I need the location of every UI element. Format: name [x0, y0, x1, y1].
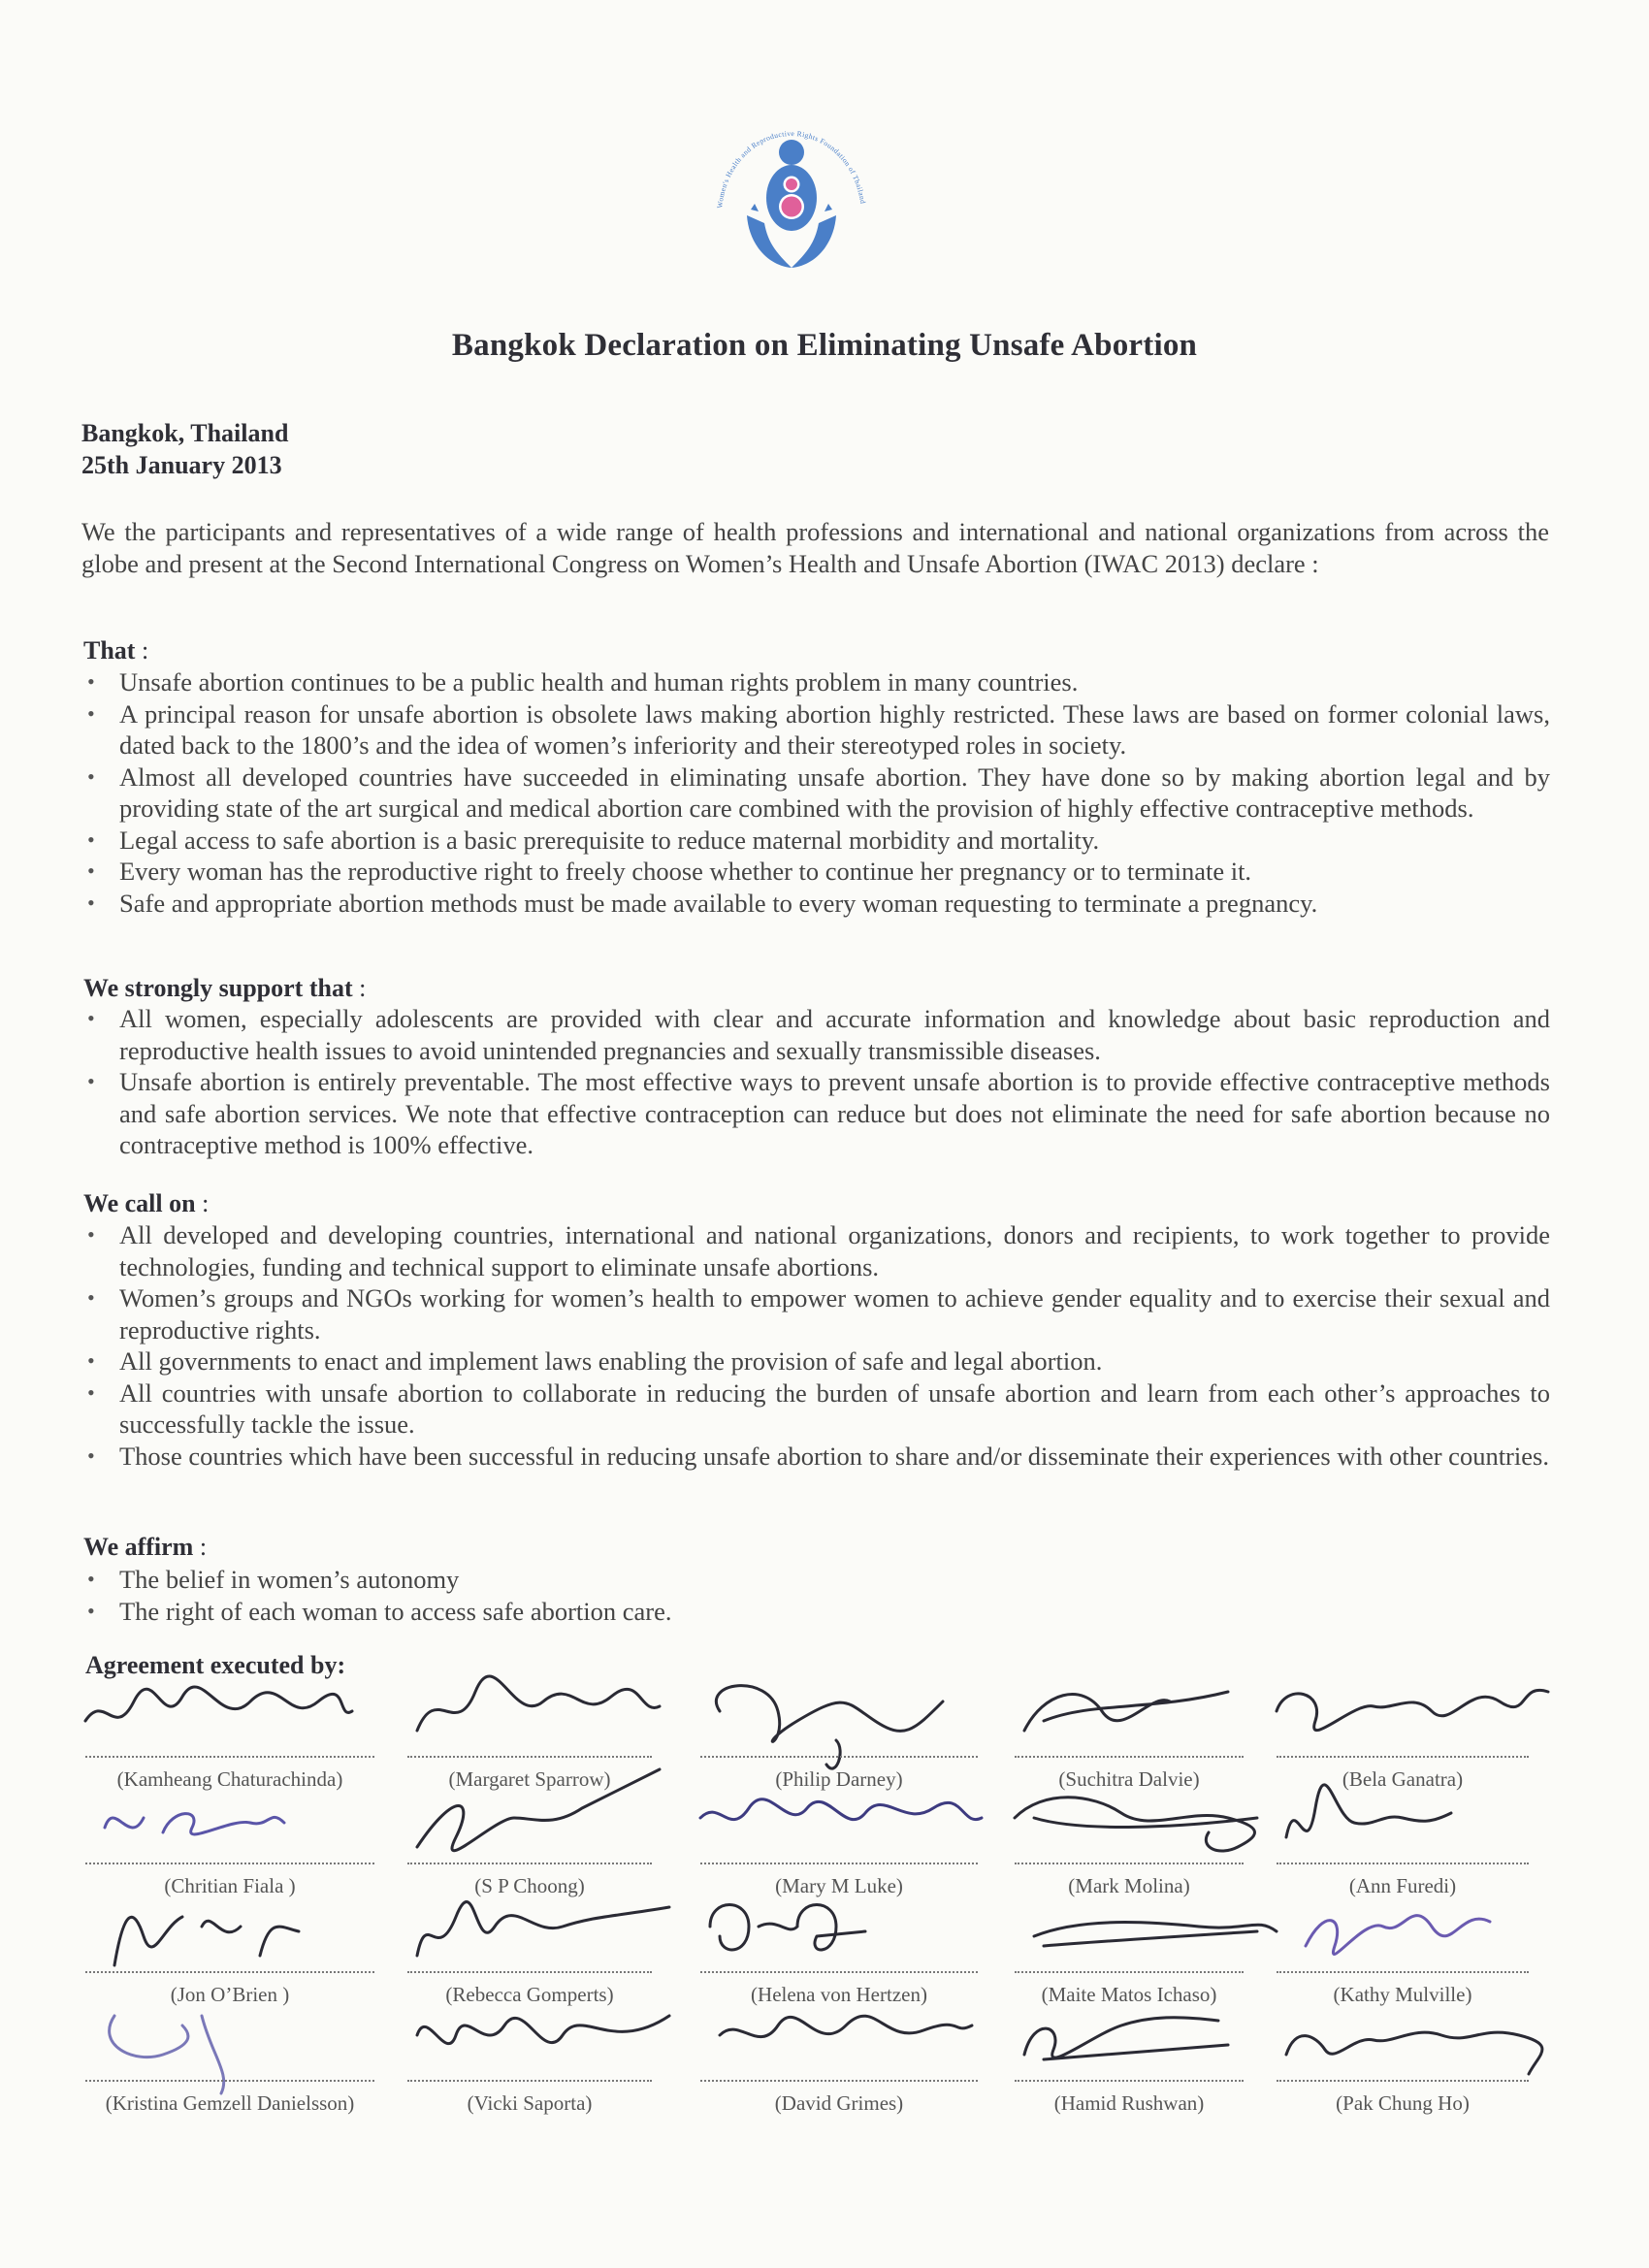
section-list-call-on [83, 1219, 1550, 1472]
list-item: • Almost all developed countries have succeeded in eliminating unsafe abortion. They have done so by making abortion legal and by providing state of the art surgical and medical abortion care combined with the provision of highly effective contraceptive methods. [83, 761, 1550, 825]
signature-line [1015, 1756, 1244, 1758]
handwritten-signature [691, 1888, 982, 1985]
list-item: • Legal access to safe abortion is a basic prerequisite to reduce maternal morbidity and mortality. [83, 825, 1550, 857]
signature-stroke [114, 1917, 299, 1965]
place-and-date [81, 417, 288, 481]
signature-stroke [1306, 1916, 1490, 1955]
signature-line [407, 2080, 652, 2082]
signatory-name: (Philip Darney) [775, 1767, 903, 1791]
signatory-name: (Kathy Mulville) [1333, 1983, 1472, 2006]
signature-stroke [1034, 1923, 1277, 1946]
handwritten-signature [1005, 1996, 1296, 2093]
handwritten-signature [1267, 1888, 1558, 1985]
signatory-name: (Kristina Gemzell Danielsson) [105, 2091, 355, 2115]
signatory-name: (Vicki Saporta) [467, 2091, 593, 2115]
signatory-name: (Hamid Rushwan) [1053, 2091, 1205, 2115]
signature-block [1015, 2010, 1253, 2117]
handwritten-signature [76, 1996, 367, 2093]
signatory-name: (Chritian Fiala ) [164, 1874, 296, 1897]
handwritten-signature [1005, 1779, 1296, 1876]
mother-child-hands-logo-icon [747, 140, 836, 268]
signature-line [1277, 1863, 1529, 1864]
signature-block [1015, 1793, 1253, 1899]
signature-stroke [110, 2016, 224, 2093]
signature-stroke [1277, 1690, 1548, 1730]
list-item: • All developed and developing countries, international and national organizations, donors and recipients, to work together to provide technologies, funding and technical support to eliminate unsafe abortions. [83, 1219, 1550, 1282]
section-list-affirm [83, 1564, 1550, 1627]
section-list-that [83, 666, 1550, 919]
list-item: • All women, especially adolescents are provided with clear and accurate information and knowledge about basic reproduction and reproductive health issues to avoid unintended pregnancies and sexually transmissible diseases. [83, 1003, 1550, 1066]
signature-stroke [710, 1905, 865, 1950]
list-item: • Safe and appropriate abortion methods must be made available to every woman requesting to terminate a pregnancy. [83, 888, 1550, 920]
signature-stroke [417, 1902, 669, 1956]
signatory-name: (Maite Matos Ichaso) [1041, 1983, 1217, 2006]
signature-line [1277, 1756, 1529, 1758]
signature-block [407, 2010, 662, 2117]
agreement-heading: Agreement executed by: [85, 1651, 346, 1679]
handwritten-signature [398, 1779, 689, 1876]
signature-block [407, 1686, 662, 1793]
signature-line [1015, 1971, 1244, 1973]
handwritten-signature [691, 1779, 982, 1876]
signature-block [1015, 1686, 1253, 1793]
signatory-name: (David Grimes) [774, 2091, 904, 2115]
list-item: • Every woman has the reproductive right to freely choose whether to continue her pregnancy or to terminate it. [83, 856, 1550, 888]
foundation-logo [700, 109, 883, 314]
signature-stroke [1015, 1798, 1257, 1851]
signature-line [700, 2080, 978, 2082]
list-item: • Unsafe abortion continues to be a public health and human rights problem in many countries. [83, 666, 1550, 698]
signature-line [700, 1971, 978, 1973]
signature-line [85, 2080, 374, 2082]
list-item: • A principal reason for unsafe abortion is obsolete laws making abortion highly restricted. These laws are based on former colonial laws, dated back to the 1800’s and the idea of women’s inferiority and their stereotyped roles in society. [83, 698, 1550, 761]
signatory-name: (Mark Molina) [1068, 1874, 1190, 1897]
signature-stroke [1286, 1785, 1451, 1837]
handwritten-signature [1005, 1888, 1296, 1985]
signature-block [85, 2010, 384, 2117]
list-item: • Unsafe abortion is entirely preventable. The most effective ways to prevent unsafe abortion is to provide effective contraceptive methods and safe abortion services. We note that effective contraception can reduce but does not eliminate the need for safe abortion because no contraceptive method is 100% effective. [83, 1066, 1550, 1161]
signature-block [1277, 2010, 1538, 2117]
signature-line [700, 1863, 978, 1864]
signatory-name: (Rebecca Gomperts) [445, 1983, 614, 2006]
signature-line [407, 1971, 652, 1973]
handwritten-signature [76, 1779, 367, 1876]
handwritten-signature [76, 1888, 367, 1985]
list-item: • Those countries which have been successful in reducing unsafe abortion to share and/or disseminate their experiences with other countries. [83, 1441, 1550, 1473]
signature-stroke [1024, 2018, 1228, 2059]
signatory-name: (Helena von Hertzen) [751, 1983, 927, 2006]
signature-stroke [85, 1687, 352, 1721]
handwritten-signature [691, 1672, 982, 1769]
signature-line [85, 1863, 374, 1864]
signature-stroke [720, 2016, 972, 2036]
logo-ring-text: Women's Health and Reproductive Rights Foundation of Thailand [715, 128, 868, 210]
section-heading-that: That : [83, 636, 149, 664]
signature-line [85, 1971, 374, 1973]
document-title: Bangkok Declaration on Eliminating Unsafe Abortion [451, 328, 1198, 363]
signature-line [1277, 1971, 1529, 1973]
signature-stroke [105, 1814, 284, 1834]
signature-block [1277, 1901, 1538, 2008]
signature-line [1277, 2080, 1529, 2082]
signature-block [1277, 1793, 1538, 1899]
signature-block [407, 1793, 662, 1899]
signature-stroke [417, 2016, 669, 2044]
intro-paragraph: We the participants and representatives of a wide range of health professions and international and national organizations from across the globe and present at the Second International Congress on Women’s Health and Unsafe Abortion (IWAC 2013) declare : [81, 517, 1549, 578]
handwritten-signature [1267, 1672, 1558, 1769]
list-item: • The right of each woman to access safe abortion care. [83, 1596, 1550, 1628]
place: Bangkok, Thailand [81, 419, 289, 447]
signature-stroke [417, 1769, 660, 1851]
signatory-name: (Suchitra Dalvie) [1058, 1767, 1200, 1791]
handwritten-signature [76, 1672, 367, 1769]
list-item: • All governments to enact and implement laws enabling the provision of safe and legal abortion. [83, 1345, 1550, 1377]
signatory-name: (Margaret Sparrow) [448, 1767, 611, 1791]
section-heading-call-on: We call on : [83, 1189, 210, 1217]
signatory-name: (Mary M Luke) [775, 1874, 903, 1897]
handwritten-signature [398, 1996, 689, 2093]
handwritten-signature [691, 1996, 982, 2093]
signatory-name: (Ann Furedi) [1348, 1874, 1457, 1897]
signature-block [85, 1793, 384, 1899]
signature-line [1015, 2080, 1244, 2082]
signature-stroke [700, 1799, 982, 1820]
list-item: • All countries with unsafe abortion to collaborate in reducing the burden of unsafe abortion and learn from each other’s approaches to successfully tackle the issue. [83, 1377, 1550, 1441]
signature-line [407, 1756, 652, 1758]
signature-stroke [1286, 2032, 1542, 2074]
signature-block [85, 1901, 384, 2008]
section-heading-support: We strongly support that : [83, 974, 367, 1002]
signature-line [700, 1756, 978, 1758]
signatory-name: (Jon O’Brien ) [170, 1983, 290, 2006]
signatory-name: (Kamheang Chaturachinda) [116, 1767, 343, 1791]
section-heading-affirm: We affirm : [83, 1533, 208, 1561]
signature-block [1277, 1686, 1538, 1793]
date: 25th January 2013 [81, 451, 282, 479]
signature-block [1015, 1901, 1253, 2008]
signatory-name: (Pak Chung Ho) [1336, 2091, 1470, 2115]
signature-line [85, 1756, 374, 1758]
signatory-name: (Bela Ganatra) [1342, 1767, 1464, 1791]
handwritten-signature [398, 1672, 689, 1769]
signature-block [700, 1901, 987, 2008]
handwritten-signature [398, 1888, 689, 1985]
list-item: • Women’s groups and NGOs working for women’s health to empower women to achieve gender equality and to exercise their sexual and reproductive rights. [83, 1282, 1550, 1345]
signature-block [700, 2010, 987, 2117]
signature-stroke [417, 1676, 660, 1731]
handwritten-signature [1267, 1779, 1558, 1876]
list-item: • The belief in women’s autonomy [83, 1564, 1550, 1596]
section-list-support [83, 1003, 1550, 1161]
handwritten-signature [1005, 1672, 1296, 1769]
signature-stroke [1024, 1692, 1228, 1731]
signature-line [1015, 1863, 1244, 1864]
signature-block [700, 1793, 987, 1899]
signature-block [407, 1901, 662, 2008]
signature-block [700, 1686, 987, 1793]
signatory-name: (S P Choong) [474, 1874, 585, 1897]
handwritten-signature [1267, 1996, 1558, 2093]
signature-line [407, 1863, 652, 1864]
signature-block [85, 1686, 384, 1793]
